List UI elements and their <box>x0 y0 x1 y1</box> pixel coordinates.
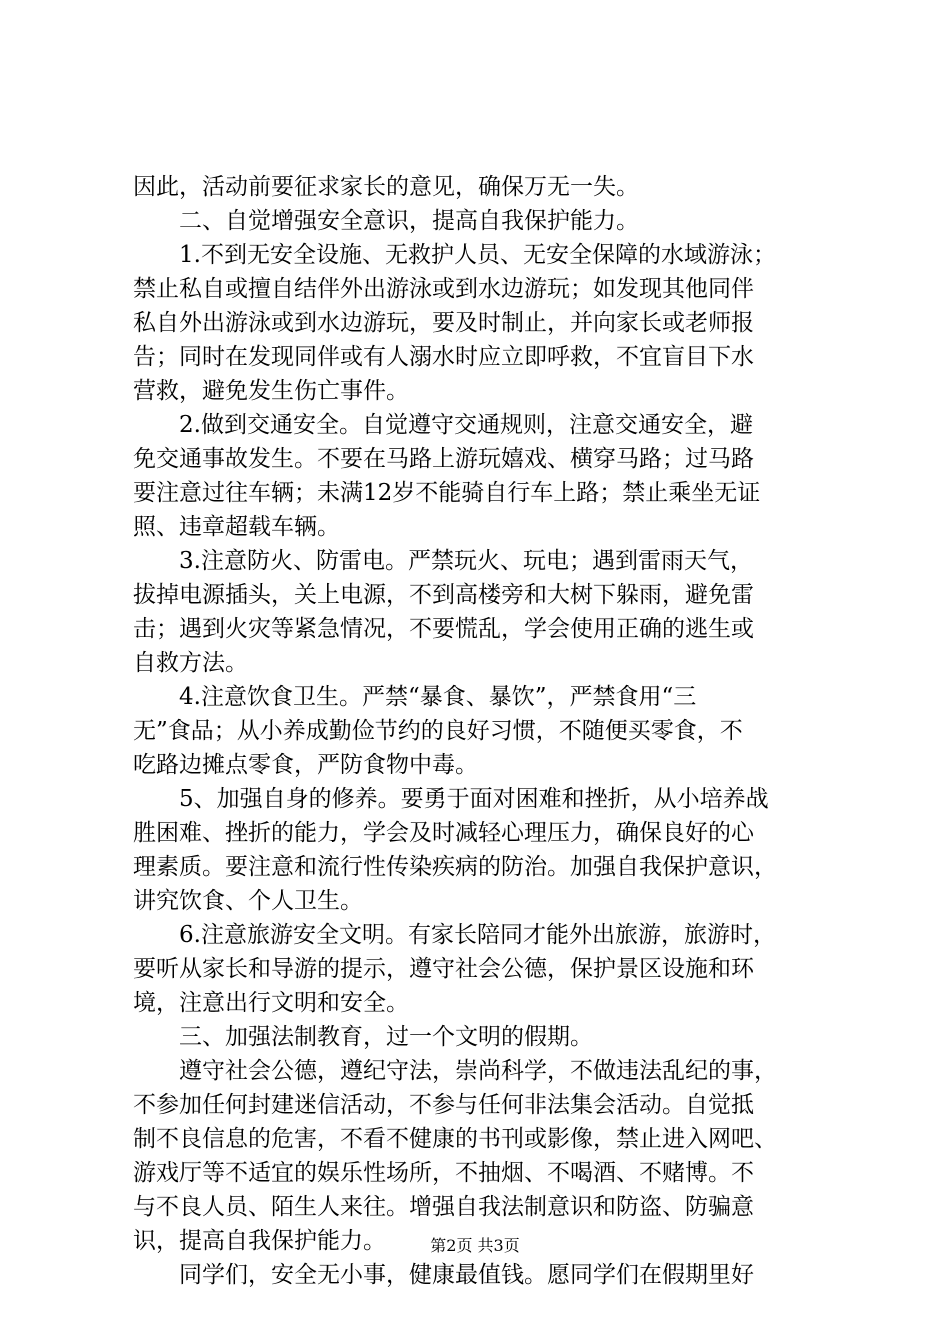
text-line: 二、自觉增强安全意识，提高自我保护能力。 <box>179 208 639 234</box>
text-line: 击；遇到火灾等紧急情况，不要慌乱，学会使用正确的逃生或 <box>133 616 754 642</box>
text-line: 4.注意饮食卫生。严禁“暴食、暴饮”，严禁食用“三 <box>179 684 697 710</box>
text-line: 拔掉电源插头，关上电源，不到高楼旁和大树下躲雨，避免雷 <box>133 582 754 608</box>
text-line: 胜困难、挫折的能力，学会及时减轻心理压力，确保良好的心 <box>133 820 754 846</box>
text-line: 游戏厅等不适宜的娱乐性场所，不抽烟、不喝酒、不赌博。不 <box>133 1160 754 1186</box>
text-line: 讲究饮食、个人卫生。 <box>133 888 363 914</box>
text-line: 5、加强自身的修养。要勇于面对困难和挫折，从小培养战 <box>179 786 769 812</box>
text-line: 同学们，安全无小事，健康最值钱。愿同学们在假期里好 <box>179 1262 754 1288</box>
text-line: 自救方法。 <box>133 650 248 676</box>
text-line: 2.做到交通安全。自觉遵守交通规则，注意交通安全，避 <box>179 412 753 438</box>
text-line: 理素质。要注意和流行性传染疾病的防治。加强自我保护意识， <box>133 854 777 880</box>
text-line: 遵守社会公德，遵纪守法，崇尚科学，不做违法乱纪的事， <box>179 1058 777 1084</box>
text-line: 免交通事故发生。不要在马路上游玩嬉戏、横穿马路；过马路 <box>133 446 754 472</box>
text-line: 因此，活动前要征求家长的意见，确保万无一失。 <box>133 174 639 200</box>
text-line: 1.不到无安全设施、无救护人员、无安全保障的水域游泳； <box>179 242 776 268</box>
document-body <box>133 170 833 1292</box>
text-line: 吃路边摊点零食，严防食物中毒。 <box>133 752 478 778</box>
text-line: 照、违章超载车辆。 <box>133 514 340 540</box>
text-line: 私自外出游泳或到水边游玩，要及时制止，并向家长或老师报 <box>133 310 754 336</box>
text-line: 告；同时在发现同伴或有人溺水时应立即呼救，不宜盲目下水 <box>133 344 754 370</box>
text-line: 要听从家长和导游的提示，遵守社会公德，保护景区设施和环 <box>133 956 754 982</box>
page-footer: 第2页 共3页 <box>430 1236 520 1255</box>
text-line: 识，提高自我保护能力。 <box>133 1228 386 1254</box>
text-line: 境，注意出行文明和安全。 <box>133 990 409 1016</box>
text-line: 禁止私自或擅自结伴外出游泳或到水边游玩；如发现其他同伴 <box>133 276 754 302</box>
text-line: 无”食品；从小养成勤俭节约的良好习惯，不随便买零食，不 <box>133 718 743 744</box>
text-line: 3.注意防火、防雷电。严禁玩火、玩电；遇到雷雨天气， <box>179 548 753 574</box>
text-line: 6.注意旅游安全文明。有家长陪同才能外出旅游，旅游时， <box>179 922 776 948</box>
text-line: 营救，避免发生伤亡事件。 <box>133 378 409 404</box>
text-line: 不参加任何封建迷信活动，不参与任何非法集会活动。自觉抵 <box>133 1092 754 1118</box>
text-line: 与不良人员、陌生人来往。增强自我法制意识和防盗、防骗意 <box>133 1194 754 1220</box>
text-line: 三、加强法制教育，过一个文明的假期。 <box>179 1024 593 1050</box>
text-line: 制不良信息的危害，不看不健康的书刊或影像，禁止进入网吧、 <box>133 1126 777 1152</box>
text-line: 要注意过往车辆；未满12岁不能骑自行车上路；禁止乘坐无证 <box>133 480 761 506</box>
